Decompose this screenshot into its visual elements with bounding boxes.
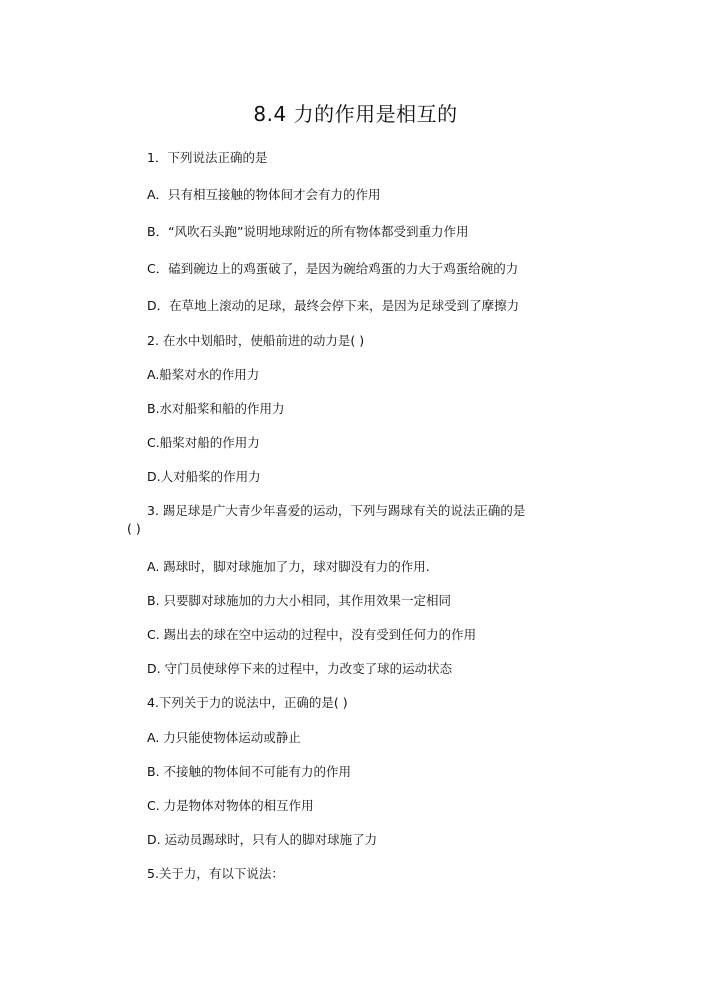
question-1-option-a: A．只有相互接触的物体间才会有力的作用 <box>147 187 381 202</box>
question-2-option-a: A.船桨对水的作用力 <box>147 367 260 382</box>
question-1-stem: 1．下列说法正确的是 <box>147 150 268 165</box>
question-3-option-b: B. 只要脚对球施加的力大小相同，其作用效果一定相同 <box>147 593 452 608</box>
question-2-stem: 2. 在水中划船时，使船前进的动力是( ) <box>147 333 365 348</box>
document-title: 8.4 力的作用是相互的 <box>253 102 458 126</box>
question-3-stem: 3. 踢足球是广大青少年喜爱的运动，下列与踢球有关的说法正确的是 <box>147 503 526 518</box>
question-2-option-c: C.船桨对船的作用力 <box>147 435 260 450</box>
question-2-option-d: D.人对船桨的作用力 <box>147 469 261 484</box>
question-4-option-c: C. 力是物体对物体的相互作用 <box>147 798 314 813</box>
question-4-option-d: D. 运动员踢球时，只有人的脚对球施了力 <box>147 832 378 847</box>
question-4-stem: 4.下列关于力的说法中，正确的是( ) <box>147 695 348 710</box>
question-2-option-b: B.水对船桨和船的作用力 <box>147 401 285 416</box>
question-4-option-b: B. 不接触的物体间不可能有力的作用 <box>147 764 352 779</box>
question-3-option-c: C. 踢出去的球在空中运动的过程中，没有受到任何力的作用 <box>147 627 477 642</box>
question-3-stem-continued: ( ) <box>127 521 141 536</box>
question-3-option-d: D. 守门员使球停下来的过程中，力改变了球的运动状态 <box>147 661 453 676</box>
question-1-option-c: C．磕到碗边上的鸡蛋破了，是因为碗给鸡蛋的力大于鸡蛋给碗的力 <box>147 261 519 276</box>
question-4-option-a: A. 力只能使物体运动或静止 <box>147 730 301 745</box>
question-5-stem: 5.关于力，有以下说法： <box>147 866 284 881</box>
question-1-option-d: D．在草地上滚动的足球，最终会停下来，是因为足球受到了摩擦力 <box>147 298 520 313</box>
question-1-option-b: B．“风吹石头跑”说明地球附近的所有物体都受到重力作用 <box>147 224 469 239</box>
question-3-option-a: A. 踢球时，脚对球施加了力，球对脚没有力的作用. <box>147 559 430 574</box>
